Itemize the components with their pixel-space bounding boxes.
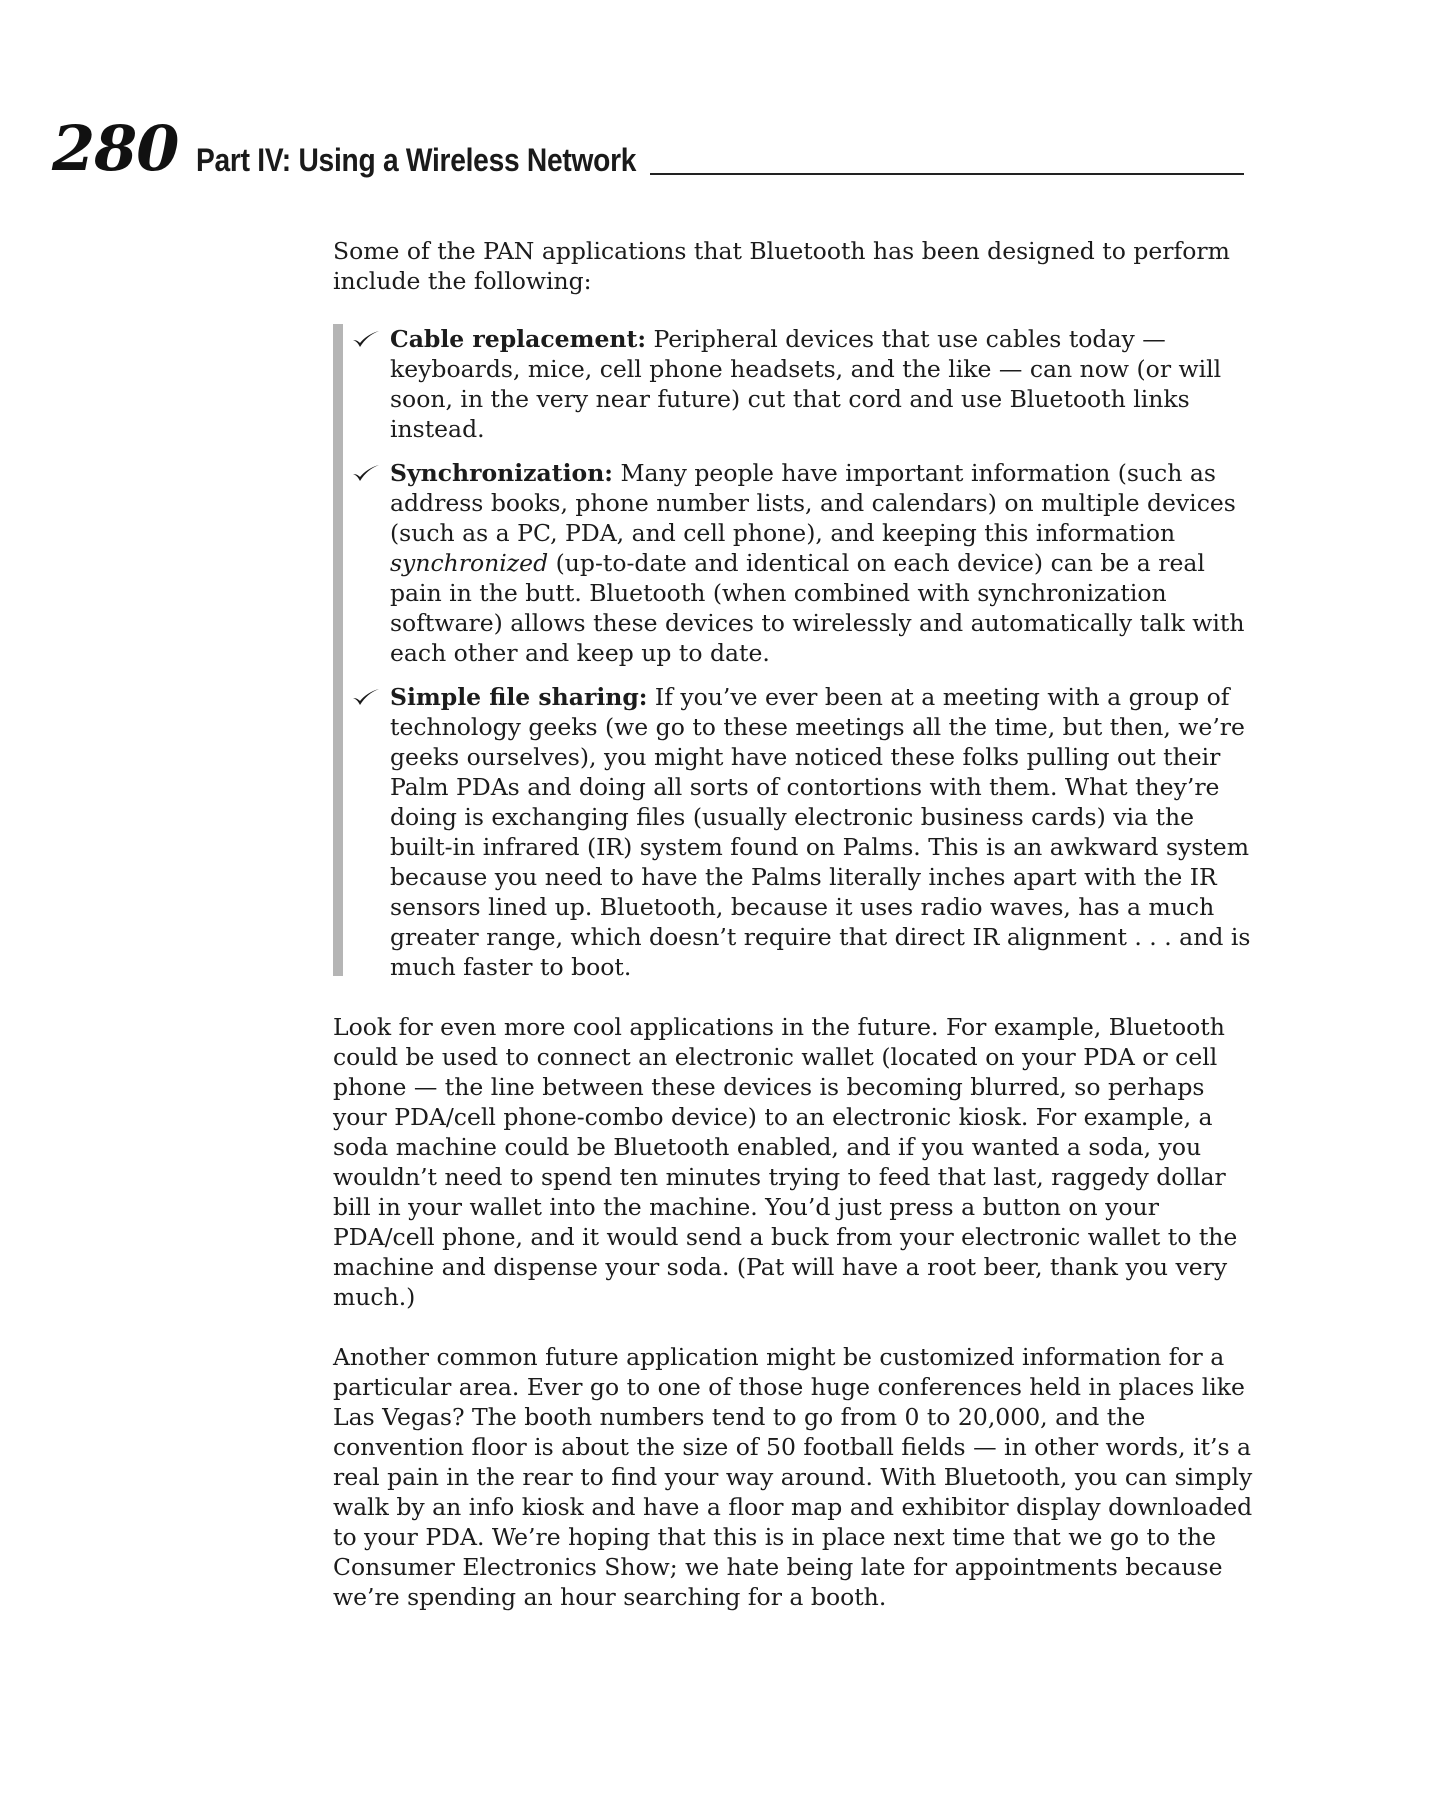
running-head: Part IV: Using a Wireless Network <box>196 142 637 178</box>
body-text <box>333 236 1253 1642</box>
intro-paragraph: Some of the PAN applications that Bluetooth has been designed to perform include the following: <box>333 237 1230 295</box>
list-item <box>390 682 1253 982</box>
bullet-text: Peripheral devices that use cables today — keyboards, mice, cell phone headsets, and the like — can now (or will soon, in the very near future) cut that cord and use Bluetooth links instead. <box>390 325 1222 443</box>
paragraph: Look for even more cool applications in the future. For example, Bluetooth could be used to connect an electronic wallet (located on your PDA or cell phone — the line between these devices is becoming blurred, so perhaps your PDA/cell phone-combo device) to an electronic kiosk. For example, a soda machine could be Bluetooth enabled, and if you wanted a soda, you wouldn’t need to spend ten minutes trying to feed that last, raggedy dollar bill in your wallet into the machine. You’d just press a button on your PDA/cell phone, and it would send a buck from your electronic wallet to the machine and dispense your soda. (Pat will have a root beer, thank you very much.) <box>333 1013 1238 1311</box>
bullet-term: Simple file sharing: <box>390 683 648 711</box>
paragraph: Another common future application might be customized information for a particular area. Ever go to one of those huge conferences held in places like Las Vegas? The booth numbers tend to go from 0 to 20,000, and the convention floor is about the size of 50 football fields — in other words, it’s a real pain in the rear to find your way around. With Bluetooth, you can simply walk by an info kiosk and have a floor map and exhibitor display downloaded to your PDA. We’re hoping that this is in place next time that we go to the Consumer Electronics Show; we hate being late for appointments because we’re spending an hour searching for a booth. <box>333 1343 1253 1611</box>
bullet-text: (up-to-date and identical on each device) can be a real pain in the butt. Bluetooth (when combined with synchronization software) allows these devices to wirelessly and automatically talk with each other and keep up to date. <box>390 549 1245 667</box>
page-number: 280 <box>52 112 179 185</box>
checkmark-icon <box>352 330 380 348</box>
bullet-term: Synchronization: <box>390 459 613 487</box>
bullet-text: If you’ve ever been at a meeting with a group of technology geeks (we go to these meetings all the time, but then, we’re geeks ourselves), you might have noticed these folks pulling out their Palm PDAs and doing all sorts of contortions with them. What they’re doing is exchanging files (usually electronic business cards) via the built-in infrared (IR) system found on Palms. This is an awkward system because you need to have the Palms literally inches apart with the IR sensors lined up. Bluetooth, because it uses radio waves, has a much greater range, which doesn’t require that direct IR alignment . . . and is much faster to boot. <box>390 683 1251 981</box>
change-bar <box>333 324 343 976</box>
list-item <box>390 458 1253 668</box>
checkmark-icon <box>352 688 380 706</box>
bullet-text: Many people have important information (such as address books, phone number lists, and calendars) on multiple devices (such as a PC, PDA, and cell phone), and keeping this information <box>390 459 1236 547</box>
bullet-emphasis: synchronized <box>390 549 549 577</box>
header-rule <box>650 173 1244 175</box>
list-item <box>390 324 1253 444</box>
bullet-term: Cable replacement: <box>390 325 647 353</box>
bullet-list-section <box>333 324 1253 982</box>
bullet-list <box>390 324 1253 982</box>
checkmark-icon <box>352 464 380 482</box>
